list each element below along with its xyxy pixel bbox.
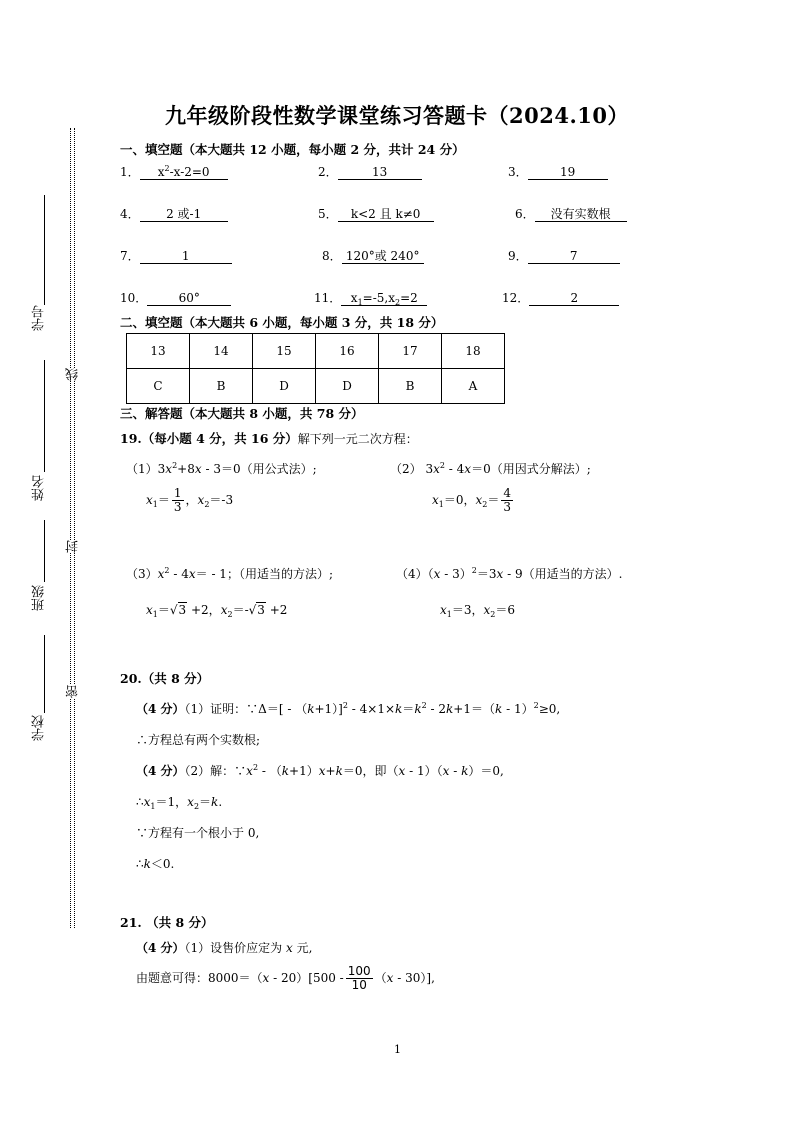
table-cell: 17 xyxy=(379,334,442,369)
fill-item-4: 4． 2 或-1 xyxy=(120,205,228,222)
cut-mark-feng: 封 xyxy=(66,540,81,553)
table-cell: 18 xyxy=(442,334,505,369)
fill-answer: 7 xyxy=(528,249,620,264)
section2-heading: 二、填空题（本大题共 6 小题，每小题 3 分，共 18 分） xyxy=(120,315,444,330)
q19-part4-equation: （4）（x - 3）$^2$＝3x - 9（用适当的方法）. xyxy=(396,566,623,581)
table-cell: 15 xyxy=(253,334,316,369)
table-row xyxy=(127,334,505,369)
q19-part2-equation: （2） $3x^2 - 4x=0$（用因式分解法）; xyxy=(390,461,591,476)
fraction: $\frac{4}{3}$ xyxy=(503,486,512,514)
q20-line4: $\therefore x_1=1$，$x_2=k$. xyxy=(136,795,223,811)
q19-part2-solution: $x_1=0$，$x_2=$ $\frac{4}{3}$ xyxy=(432,486,512,514)
table-cell: D xyxy=(316,369,379,404)
fill-answer: $x^2-x-2=0$ xyxy=(140,165,228,180)
label-name: 姓名 xyxy=(32,475,47,501)
q21-line2: 由题意可得：8000＝（x - 20）[500 - $\frac{100}{10}$ （x - 30）], xyxy=(136,964,435,992)
q19-part1-equation: $(1)3x^2+8x - 3=0$（用公式法）; xyxy=(126,461,317,476)
blank-name xyxy=(44,360,45,472)
fill-answer: 没有实数根 xyxy=(535,207,627,222)
fill-item-5: 5． k<2 且 k≠0 xyxy=(318,205,434,222)
table-cell: 16 xyxy=(316,334,379,369)
fill-item-8: 8． 120°或 240° xyxy=(322,247,424,264)
fill-answer: $x_1=-5,x_2=2$ xyxy=(341,291,427,306)
blank-school xyxy=(44,635,45,713)
q20-line6: ∴k＜0. xyxy=(136,857,175,871)
blank-class xyxy=(44,520,45,582)
q20-line5: ∵方程有一个根小于 0, xyxy=(136,826,260,840)
fill-item-1: 1． $x^2-x-2=0$ xyxy=(120,163,228,180)
q19-part3-solution: $x_1=√3 +2$，$x_2=-√3 +2$ xyxy=(146,603,288,619)
fill-answer: 13 xyxy=(338,165,422,180)
section3-heading: 三、解答题（本大题共 8 小题，共 78 分） xyxy=(120,406,364,421)
table-cell: D xyxy=(253,369,316,404)
q21-line1: （4 分）（1）设售价应定为 x 元, xyxy=(136,941,313,955)
binding-dotted-line-inner xyxy=(74,128,75,928)
binding-dotted-line xyxy=(70,128,71,928)
fill-answer: k<2 且 k≠0 xyxy=(338,207,434,222)
fill-item-6: 6． 没有实数根 xyxy=(515,205,627,222)
q19-part1-solution: $x_1=$ $\frac{1}{3}$ ，$x_2=-3$ xyxy=(146,486,234,514)
q19-part4-solution: $x_1=3$，$x_2=6$ xyxy=(440,603,516,619)
table-cell: 14 xyxy=(190,334,253,369)
q21-heading: 21. （共 8 分） xyxy=(120,915,214,930)
fill-item-7: 7． 1 xyxy=(120,247,232,264)
fill-item-2: 2． 13 xyxy=(318,163,422,180)
fill-item-12: 12． 2 xyxy=(502,289,619,306)
fill-item-10: 10． 60° xyxy=(120,289,231,306)
q19-part3-equation: $(3)x^2 - 4x= - 1$；（用适当的方法）; xyxy=(126,566,333,581)
table-cell: A xyxy=(442,369,505,404)
table-cell: 13 xyxy=(127,334,190,369)
q20-heading: 20.（共 8 分） xyxy=(120,671,210,686)
label-student-number: 学号 xyxy=(32,305,47,331)
fill-answer: 19 xyxy=(528,165,608,180)
q20-line3: （4 分）（2）解：$\because x^2 - (k+1)x+k=0$，即（x - 1）（x - k）＝0, xyxy=(136,763,504,778)
label-school: 学校 xyxy=(32,715,47,741)
fill-answer: 2 xyxy=(529,291,619,306)
fraction: $\frac{100}{10}$ xyxy=(347,964,371,992)
q20-line1: （4 分）（1）证明：∵Δ＝[ - $(k+1)]^2 - 4\times 1\times k=k^2 - 2k+1=(k - 1)^2\ge 0$, xyxy=(136,701,561,716)
fill-answer: 60° xyxy=(147,291,231,306)
section1-heading: 一、填空题（本大题共 12 小题，每小题 2 分，共计 24 分） xyxy=(120,142,465,157)
q19-heading: 19.（每小题 4 分，共 16 分）解下列一元二次方程： xyxy=(120,431,418,446)
cut-mark-xian: 线 xyxy=(66,368,81,381)
choice-answer-table xyxy=(126,333,505,404)
fill-item-9: 9． 7 xyxy=(508,247,620,264)
table-cell: C xyxy=(127,369,190,404)
page-number: 1 xyxy=(394,1043,401,1056)
cut-mark-mi: 密 xyxy=(66,685,81,698)
fill-answer: 1 xyxy=(140,249,232,264)
fill-answer: 120°或 240° xyxy=(342,249,424,264)
label-class: 班级 xyxy=(32,585,47,611)
q20-line2: ∴方程总有两个实数根; xyxy=(136,733,261,747)
table-cell: B xyxy=(379,369,442,404)
page-title: 九年级阶段性数学课堂练习答题卡（2024.10） xyxy=(165,103,629,128)
table-cell: B xyxy=(190,369,253,404)
fraction: $\frac{1}{3}$ xyxy=(173,486,182,514)
fill-item-3: 3． 19 xyxy=(508,163,608,180)
table-row xyxy=(127,369,505,404)
fill-item-11: 11． $x_1=-5,x_2=2$ xyxy=(314,289,427,306)
fill-answer: 2 或-1 xyxy=(140,207,228,222)
blank-student-number xyxy=(44,195,45,305)
